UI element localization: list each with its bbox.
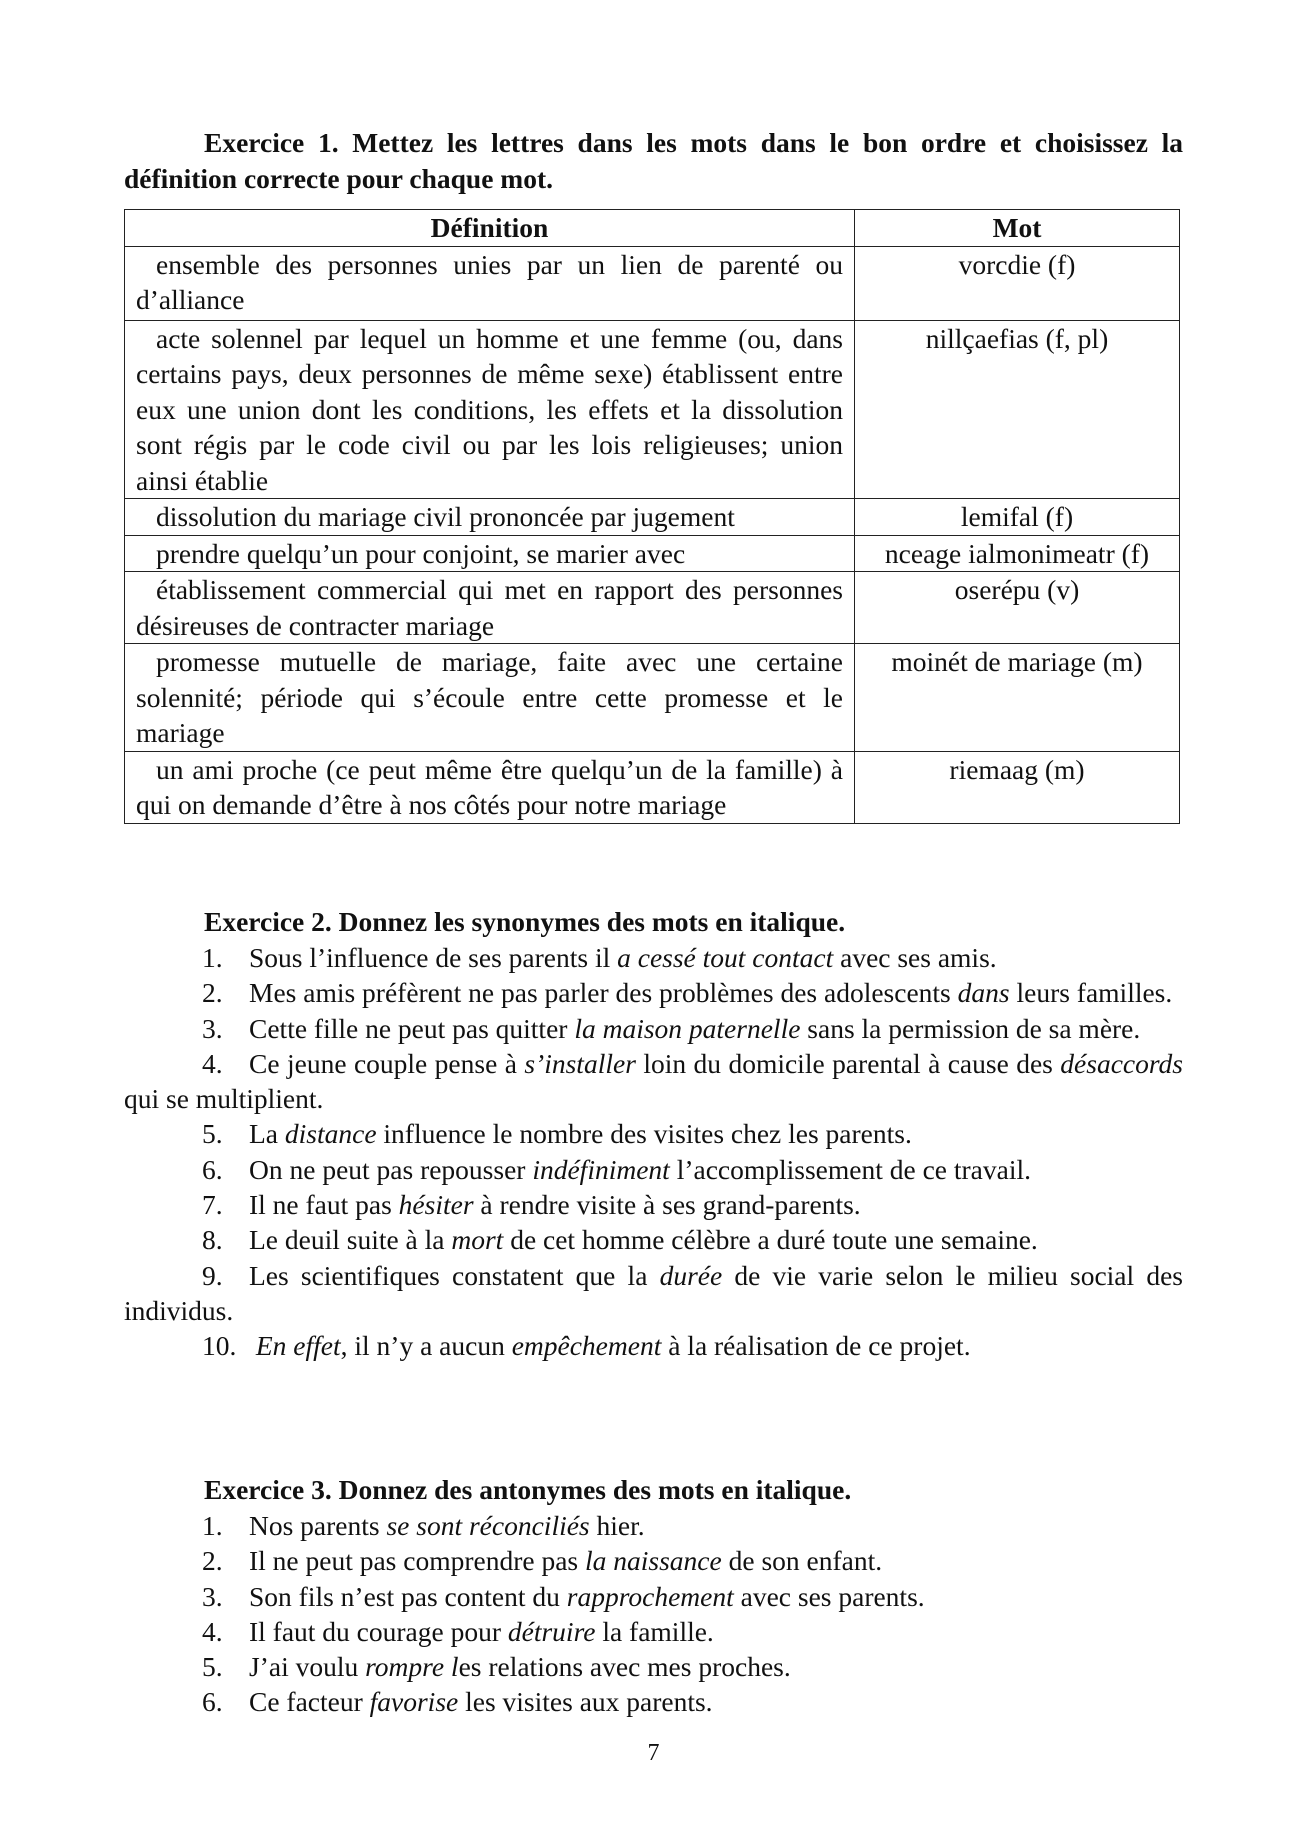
italic-term: hésiter [398, 1189, 474, 1221]
item-number: 7. [202, 1189, 223, 1221]
list-item [124, 1222, 1183, 1257]
table-row [125, 246, 1180, 320]
item-text: qui se multiplient. [124, 1083, 324, 1115]
item-text: loin du domicile parental à cause des [635, 1047, 1061, 1079]
item-number: 3. [202, 1012, 223, 1044]
item-text: Le deuil suite à la [249, 1224, 452, 1256]
item-text: sans la permission de sa mère. [800, 1012, 1141, 1044]
list-item [124, 1116, 1183, 1151]
item-number: 4. [202, 1047, 223, 1079]
italic-term: détruire [507, 1615, 596, 1647]
word-cell: vorcdie (f) [855, 246, 1180, 320]
item-number: 2. [202, 1545, 223, 1577]
exercise-2-list [124, 940, 1183, 1364]
italic-term: dans [957, 977, 1010, 1009]
item-text: de vie varie selon le milieu social des individus. [124, 1259, 1183, 1326]
definition-cell: promesse mutuelle de mariage, faite avec une certaine solennité; période qui s’écoule entre cette promesse et le mariage [125, 644, 855, 752]
item-number: 9. [202, 1259, 223, 1291]
italic-term: durée [659, 1259, 723, 1291]
definition-cell: acte solennel par lequel un homme et une femme (ou, dans certains pays, deux personnes de même sexe) établissent entre eux une union dont les conditions, les effets et la dissolution sont régis par le code civil ou par les lois religieuses; union ainsi établie [125, 320, 855, 499]
list-item [124, 975, 1183, 1010]
table-row [125, 644, 1180, 752]
item-number: 4. [202, 1615, 223, 1647]
word-cell: moinét de mariage (m) [855, 644, 1180, 752]
item-number: 8. [202, 1224, 223, 1256]
item-text: Il ne faut pas [249, 1189, 399, 1221]
italic-term: se sont réconciliés [386, 1510, 590, 1541]
item-text: Son fils n’est pas content du [249, 1580, 567, 1612]
item-text: J’ai voulu [249, 1651, 366, 1683]
item-number: 1. [202, 942, 223, 973]
word-cell: nceage ialmonimeatr (f) [855, 535, 1180, 572]
table-row [125, 499, 1180, 536]
italic-term: En effet [255, 1330, 341, 1362]
column-header-definition: Définition [125, 210, 855, 247]
item-text: la famille. [595, 1615, 714, 1647]
item-text: de son enfant. [721, 1545, 883, 1577]
item-text: , il n’y a aucun [340, 1330, 512, 1362]
item-text: Ce jeune couple pense à [249, 1047, 525, 1079]
list-item [124, 1328, 1183, 1363]
italic-term: a cessé tout contact [617, 942, 834, 973]
item-text: Il ne peut pas comprendre pas [249, 1545, 585, 1577]
item-text: avec ses parents. [733, 1580, 925, 1612]
exercise-2 [124, 904, 1183, 1364]
item-number: 10. [202, 1330, 237, 1362]
item-text: avec ses amis. [833, 942, 997, 973]
definitions-table [124, 209, 1180, 824]
item-number: 3. [202, 1580, 223, 1612]
word-cell: nillçaefias (f, pl) [855, 320, 1180, 499]
page-number: 7 [647, 1740, 660, 1766]
item-text: Mes amis préfèrent ne pas parler des problèmes des adolescents [249, 977, 958, 1009]
item-text: Ce facteur [249, 1686, 370, 1718]
item-text: es relations avec mes proches. [458, 1651, 791, 1683]
definition-cell: un ami proche (ce peut même être quelqu’un de la famille) à qui on demande d’être à nos côtés pour notre mariage [125, 751, 855, 823]
definition-cell: dissolution du mariage civil prononcée par jugement [125, 499, 855, 536]
item-text: Les scientifiques constatent que la [249, 1259, 660, 1291]
italic-term: rapprochement [566, 1580, 734, 1612]
list-item [124, 1152, 1183, 1187]
definition-cell: prendre quelqu’un pour conjoint, se marier avec [125, 535, 855, 572]
definition-cell: établissement commercial qui met en rapport des personnes désireuses de contracter mariage [125, 572, 855, 644]
table-row [125, 535, 1180, 572]
list-item [124, 940, 1183, 975]
word-cell: oserépu (v) [855, 572, 1180, 644]
list-item [124, 1649, 1183, 1684]
item-text: On ne peut pas repousser [249, 1153, 533, 1185]
italic-term: la maison paternelle [574, 1012, 801, 1044]
list-item [124, 1187, 1183, 1222]
table-row [125, 751, 1180, 823]
word-cell: riemaag (m) [855, 751, 1180, 823]
item-text: à rendre visite à ses grand-parents. [473, 1189, 861, 1221]
list-item [124, 1011, 1183, 1046]
table-header-row [125, 210, 1180, 247]
item-text: Il faut du courage pour [249, 1615, 508, 1647]
item-number: 5. [202, 1118, 223, 1150]
item-number: 6. [202, 1153, 223, 1185]
item-text: Cette fille ne peut pas quitter [249, 1012, 575, 1044]
italic-term: s’installer [524, 1047, 636, 1079]
list-item [124, 1543, 1183, 1578]
list-item [124, 1258, 1183, 1329]
item-text: leurs familles. [1009, 977, 1173, 1009]
italic-term: la naissance [585, 1545, 722, 1577]
list-item [124, 1508, 1183, 1543]
item-text: de cet homme célèbre a duré toute une semaine. [503, 1224, 1038, 1256]
table-row [125, 320, 1180, 499]
italic-term: rompre l [365, 1651, 459, 1683]
table-row [125, 572, 1180, 644]
item-text: La [249, 1118, 285, 1150]
word-cell: lemifal (f) [855, 499, 1180, 536]
exercise-3-heading: Exercice 3. Donnez des antonymes des mots en italique. [204, 1474, 852, 1505]
list-item [124, 1579, 1183, 1614]
italic-term: favorise [369, 1686, 459, 1718]
item-number: 5. [202, 1651, 223, 1683]
exercise-2-heading: Exercice 2. Donnez les synonymes des mots en italique. [204, 906, 846, 937]
italic-term: empêchement [511, 1330, 662, 1362]
item-text: influence le nombre des visites chez les parents. [376, 1118, 912, 1150]
list-item [124, 1614, 1183, 1649]
column-header-mot: Mot [855, 210, 1180, 247]
italic-term: mort [451, 1224, 504, 1256]
item-text: hier. [589, 1510, 645, 1541]
item-text: l’accomplissement de ce travail. [669, 1153, 1031, 1185]
item-text [249, 1330, 256, 1361]
list-item [124, 1684, 1183, 1719]
item-text: à la réalisation de ce projet. [661, 1330, 971, 1362]
item-number: 2. [202, 977, 223, 1009]
list-item [124, 1046, 1183, 1117]
italic-term: désaccords [1060, 1047, 1183, 1079]
item-number: 1. [202, 1510, 223, 1541]
item-text: les visites aux parents. [458, 1686, 713, 1718]
item-number: 6. [202, 1686, 223, 1718]
item-text: Sous l’influence de ses parents il [249, 942, 618, 973]
item-text: Nos parents [249, 1510, 387, 1541]
italic-term: indéfiniment [532, 1153, 670, 1185]
definition-cell: ensemble des personnes unies par un lien de parenté ou d’alliance [125, 246, 855, 320]
exercise-1-heading: Exercice 1. Mettez les lettres dans les mots dans le bon ordre et choisissez la définition correcte pour chaque mot. [124, 127, 1183, 194]
exercise-3 [124, 1472, 1183, 1720]
italic-term: distance [284, 1118, 377, 1150]
exercise-3-list [124, 1508, 1183, 1720]
